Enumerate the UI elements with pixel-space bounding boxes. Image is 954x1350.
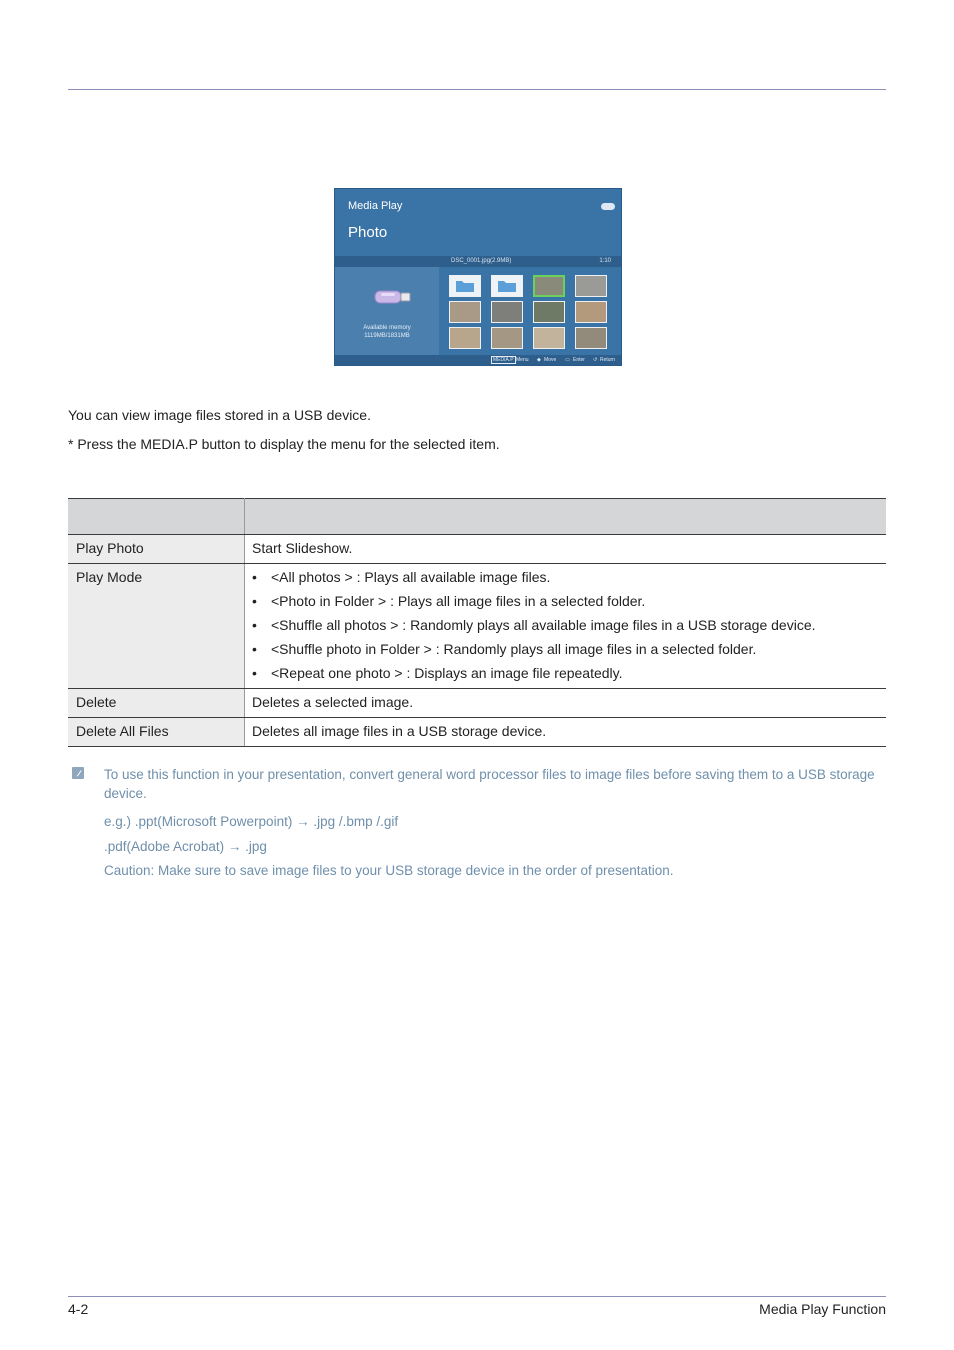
table-header-cell: [245, 499, 887, 535]
list-item-text: <Repeat one photo > : Displays an image file repeatedly.: [271, 665, 623, 681]
list-item: [252, 569, 878, 585]
table-row-name: Play Photo: [68, 535, 245, 564]
screenshot-page-indicator: 1:10: [599, 258, 611, 264]
note-example-pdf: .pdf(Adobe Acrobat) → .jpg: [104, 839, 267, 854]
table-row-desc: Deletes all image files in a USB storage device.: [245, 718, 887, 747]
screenshot-footer: [335, 355, 622, 366]
footer-menu: Menu: [516, 357, 529, 363]
table-row-desc: Deletes a selected image.: [245, 689, 887, 718]
screenshot-file-info: DSC_0001.jpg(2.9MB): [451, 258, 512, 264]
list-item: [252, 593, 878, 609]
folder-thumbnail: [491, 275, 523, 297]
table-row-name: Play Mode: [68, 564, 245, 689]
list-item: [252, 617, 878, 633]
photo-thumbnail: [575, 327, 607, 349]
photo-thumbnail: [449, 327, 481, 349]
photo-thumbnail: [533, 327, 565, 349]
note-example-ppt: e.g.) .ppt(Microsoft Powerpoint) → .jpg /.bmp /.gif: [104, 814, 399, 829]
folder-thumbnail: [449, 275, 481, 297]
page-number: 4-2: [68, 1301, 89, 1317]
footer-return: Return: [600, 357, 616, 363]
photo-thumbnail: [575, 301, 607, 323]
media-p-key: MEDIA.P: [493, 357, 514, 363]
list-item-text: <Shuffle all photos > : Randomly plays all available image files in a USB storage device.: [271, 617, 816, 633]
footer-enter: Enter: [573, 357, 585, 363]
photo-thumbnail: [575, 275, 607, 297]
bullet-icon: •: [252, 641, 257, 657]
table-row: [68, 718, 886, 747]
screenshot-memory-value: 1119MB/1831MB: [364, 333, 410, 339]
screenshot-title-small: Media Play: [348, 200, 403, 212]
footer-enter-icon: ▭: [565, 357, 570, 363]
intro-text: You can view image files stored in a USB device.: [68, 407, 371, 423]
photo-thumbnail: [491, 327, 523, 349]
footer-move-icon: ◆: [537, 357, 541, 363]
photo-thumbnail: [533, 301, 565, 323]
note-caution: Caution: Make sure to save image files to your USB storage device in the order of presentation.: [104, 863, 674, 878]
section-title: Media Play Function: [759, 1301, 886, 1317]
screenshot-device-pane: [335, 267, 439, 355]
bullet-icon: •: [252, 617, 257, 633]
note-text: To use this function in your presentation, convert general word processor files to image files before saving them to a USB storage device.: [104, 767, 875, 801]
table-row: [68, 564, 886, 689]
bullet-icon: •: [252, 569, 257, 585]
list-item-text: <Photo in Folder > : Plays all image files in a selected folder.: [271, 593, 646, 609]
table-header-cell: [68, 499, 245, 535]
photo-thumbnail: [491, 301, 523, 323]
screenshot-title-big: Photo: [348, 224, 388, 241]
list-item: [252, 665, 878, 681]
folder-icon: [450, 276, 480, 296]
list-item: [252, 641, 878, 657]
folder-icon: [492, 276, 522, 296]
photo-thumbnail: [449, 301, 481, 323]
media-play-screenshot: [334, 188, 622, 366]
table-row-name: Delete All Files: [68, 718, 245, 747]
footer-return-icon: ↺: [593, 357, 598, 363]
screenshot-memory-label: Available memory: [363, 325, 411, 331]
hint-text: * Press the MEDIA.P button to display the menu for the selected item.: [68, 436, 500, 452]
table-row: [68, 689, 886, 718]
bullet-icon: •: [252, 593, 257, 609]
footer-move: Move: [544, 357, 557, 363]
usb-stick-icon: [373, 287, 413, 307]
bullet-icon: •: [252, 665, 257, 681]
list-item-text: <Shuffle photo in Folder > : Randomly plays all image files in a selected folder.: [271, 641, 757, 657]
table-row-name: Delete: [68, 689, 245, 718]
play-mode-list: [252, 569, 878, 681]
usb-icon: [601, 203, 615, 210]
photo-thumbnail-selected: [533, 275, 565, 297]
header-rule: [68, 89, 886, 90]
note-icon: [72, 767, 84, 779]
footer-rule: [68, 1296, 886, 1297]
menu-table: [68, 498, 886, 747]
list-item-text: <All photos > : Plays all available image files.: [271, 569, 551, 585]
table-row-desc: Start Slideshow.: [245, 535, 887, 564]
table-header-row: [68, 499, 886, 535]
table-row: [68, 535, 886, 564]
table-row-desc: [245, 564, 887, 689]
